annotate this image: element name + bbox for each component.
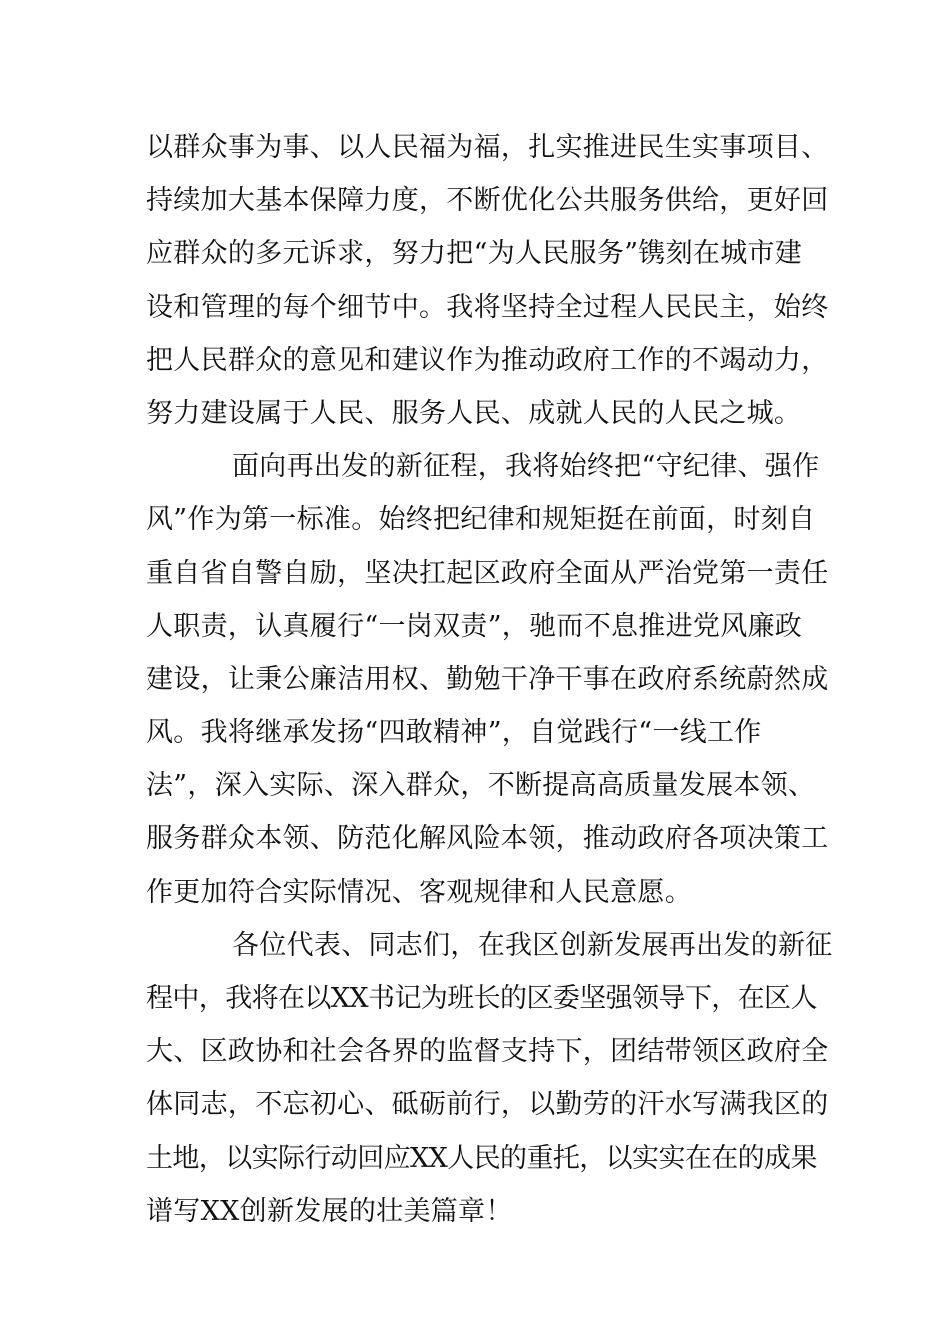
paragraph-line: 人职责，认真履行“一岗双责”，驰而不息推进党风廉政 — [146, 610, 803, 642]
paragraph-line: 应群众的多元诉求，努力把“为人民服务”镌刻在城市建 — [146, 238, 803, 270]
paragraph-line: 土地，以实际行动回应XX人民的重托，以实实在在的成果 — [146, 1142, 817, 1174]
paragraph-line: 持续加大基本保障力度，不断优化公共服务供给，更好回 — [146, 185, 829, 217]
paragraph-line: 体同志，不忘初心、砥砺前行，以勤劳的汗水写满我区的 — [146, 1089, 829, 1121]
paragraph-line: 设和管理的每个细节中。我将坚持全过程人民民主，始终 — [146, 291, 829, 323]
paragraph-3 — [146, 919, 833, 1238]
paragraph-line: 面向再出发的新征程，我将始终把“守纪律、强作 — [232, 451, 820, 483]
document-body — [146, 121, 833, 1238]
paragraph-2 — [146, 440, 829, 919]
paragraph-line: 各位代表、同志们，在我区创新发展再出发的新征 — [232, 929, 833, 961]
paragraph-line: 程中，我将在以XX书记为班长的区委坚强领导下，在区人 — [146, 983, 817, 1014]
paragraph-line: 以群众事为事、以人民福为福，扎实推进民生实事项目、 — [146, 132, 829, 163]
paragraph-line: 谱写XX创新发展的壮美篇章！ — [146, 1195, 513, 1227]
paragraph-line: 作更加符合实际情况、客观规律和人民意愿。 — [146, 876, 692, 908]
paragraph-line: 努力建设属于人民、服务人民、成就人民的人民之城。 — [146, 397, 802, 429]
paragraph-line: 重自省自警自励，坚决扛起区政府全面从严治党第一责任 — [146, 557, 829, 589]
paragraph-line: 把人民群众的意见和建议作为推动政府工作的不竭动力， — [146, 344, 829, 376]
paragraph-line: 大、区政协和社会各界的监督支持下，团结带领区政府全 — [146, 1036, 829, 1068]
paragraph-line: 建设，让秉公廉洁用权、勤勉干净干事在政府系统蔚然成 — [146, 663, 829, 695]
paragraph-line: 法”，深入实际、深入群众，不断提高高质量发展本领、 — [146, 770, 816, 802]
paragraph-line: 风。我将继承发扬“四敢精神”，自觉践行“一线工作 — [146, 717, 762, 749]
paragraph-line: 服务群众本领、防范化解风险本领，推动政府各项决策工 — [146, 823, 829, 855]
paragraph-1 — [146, 121, 829, 440]
paragraph-line: 风”作为第一标准。始终把纪律和规矩挺在前面，时刻自 — [146, 504, 816, 536]
